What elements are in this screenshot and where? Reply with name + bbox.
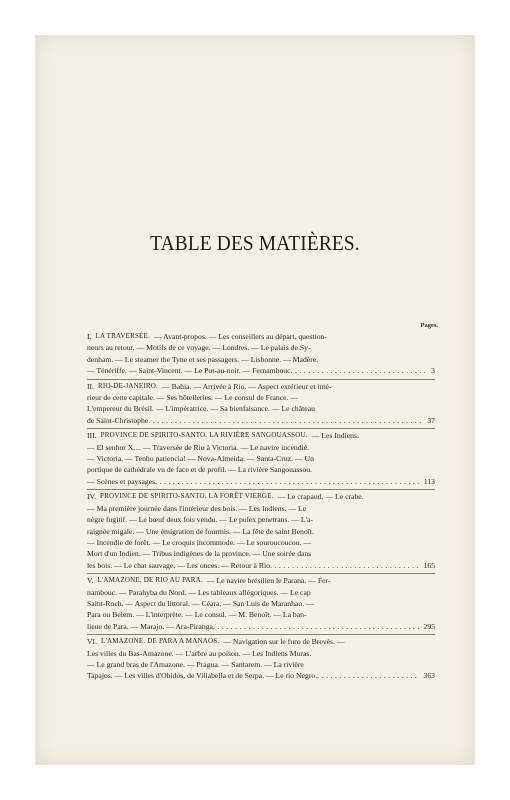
toc-line [87, 514, 435, 525]
toc-line [87, 381, 435, 392]
toc-line [87, 560, 435, 571]
toc-line-text: — Bahia. — Arrivée à Rio. — Aspect extérieur et inté- [162, 381, 332, 391]
toc-line [87, 415, 435, 426]
toc-line-text: rieur de cette capitale. — Ses hôtelleries. — Le consul de France. — [87, 393, 299, 403]
toc-line-text: Saint-Roch. — Aspect du littoral. — Céara. — San Luis de Maranhao. — [87, 598, 314, 608]
toc-entry [87, 429, 435, 490]
dot-leader [155, 476, 421, 487]
page-number: 165 [423, 560, 435, 570]
toc-line [87, 621, 435, 632]
toc-line [87, 365, 435, 376]
toc-line [87, 392, 435, 403]
toc-line [87, 587, 435, 598]
toc-line [87, 548, 435, 559]
toc-line [87, 442, 435, 453]
toc-line [87, 464, 435, 475]
chapter-heading: L'AMAZONE. DE RIO AU PARA. [97, 576, 203, 585]
chapter-numeral: VI. [87, 637, 98, 647]
dot-leader [213, 621, 421, 632]
toc-line-text: Mort d'un Indien. — Tribus indigènes de la province. — Une soirée dans [87, 549, 312, 559]
chapter-heading: L'AMAZONE. DE PARA A MANAOS. [101, 637, 220, 646]
toc-line [87, 537, 435, 548]
toc-line-text: L'empereur du Brésil. — L'impératrice. — Sa bienfaisance. — Le château [87, 404, 315, 414]
chapter-numeral: III. [87, 431, 97, 441]
toc-line [87, 354, 435, 365]
toc-line-text: — Navigation sur le furo de Brevès. — [223, 637, 345, 647]
toc-line-text: Les villes du Bas-Amazone. — L'arbre au poison. — Les Indiens Muras. [87, 648, 312, 658]
toc-line-text: — Incendie de forêt. — Le croquis incommode. — Le souroucoucou. — [87, 537, 312, 547]
toc-line [87, 476, 435, 487]
toc-line-text: — Le grand bras de l'Amazone. — Pragua. — Santarem. — La rivière [87, 659, 304, 669]
toc-line [87, 575, 435, 586]
toc-line-text: — Ténériffe. — Saint-Vincent. — Le Pot-au-noir. — Fernambouc [87, 366, 291, 376]
page-number: 113 [423, 476, 435, 486]
toc-line [87, 503, 435, 514]
book-page [35, 35, 475, 765]
table-of-contents [87, 330, 435, 684]
chapter-heading: PROVINCE DE SPIRITO-SANTO. LA RIVIÈRE SANGOUASSOU. [100, 431, 308, 440]
toc-line [87, 636, 435, 647]
chapter-numeral: II. [87, 381, 95, 391]
toc-line-text: — Scènes et paysages [87, 476, 156, 486]
toc-line [87, 430, 435, 441]
dot-leader [317, 670, 420, 681]
toc-line [87, 670, 435, 681]
toc-line [87, 609, 435, 620]
toc-line [87, 526, 435, 537]
page-number: 3 [431, 366, 435, 376]
page-number: 295 [423, 621, 435, 631]
toc-line [87, 491, 435, 502]
toc-line-text: nègre fugitif. — Le bœuf deux fois vendu. — Le pulex penetrans. — L'a- [87, 515, 313, 525]
toc-line-text: — Avant-propos. — Les conseillers au départ, question- [153, 332, 327, 341]
dot-leader [291, 365, 429, 376]
toc-line-text: Para ou Belem. — L'interprète. — Le consul. — M. Benoît. — La ban- [87, 610, 307, 620]
toc-line-text: — Ma première journée dans l'intérieur des bois. — Les Indiens. — Le [87, 503, 307, 513]
toc-line-text: — Le crapaud. — Le crabe. [277, 492, 364, 502]
toc-entry [87, 330, 435, 380]
pages-column-label: Pages. [420, 322, 438, 329]
toc-line-text: nambouc. — Parahyba du Nord. — Les tableaux allégoriques. — Le cap [87, 587, 311, 597]
toc-line-text: — Victoria. — Tenho patiencia! — Nova-Almeida. — Santa-Cruz. — Un [87, 454, 314, 464]
page-title: TABLE DES MATIÈRES. [150, 231, 360, 255]
toc-line [87, 598, 435, 609]
chapter-heading: PROVINCE DE SPIRITO-SANTO. LA FORÊT VIERGE. [100, 492, 274, 501]
toc-line-text: — El senhor X.... — Traversée de Rio à Victoria. — Le navire incendié. [87, 442, 310, 452]
toc-line [87, 648, 435, 659]
toc-line-text: denham. — Le steamer the Tyne et ses passagers. — Lisbonne. — Madère. [87, 354, 319, 364]
toc-line-text: de Saint-Christophe [87, 415, 149, 425]
page-number: 37 [427, 415, 435, 425]
chapter-numeral: IV. [87, 492, 97, 502]
chapter-numeral: V. [87, 576, 94, 586]
dot-leader [270, 560, 421, 571]
toc-line [87, 342, 435, 353]
toc-line-text: Tapajos. — Les villes d'Obidos, de Villabella et de Serpa. — Le rio Negro. [87, 671, 318, 681]
toc-entry [87, 380, 435, 430]
toc-line-text: lieue de Para. — Marajo. — Ara-Piranga [87, 621, 213, 631]
toc-entry [87, 635, 435, 684]
toc-entry [87, 574, 435, 635]
toc-line [87, 453, 435, 464]
toc-line-text: raignée migale. — Une émigration de fourmis. — La fête de saint Benoît. [87, 526, 314, 536]
chapter-numeral: I. [87, 332, 92, 341]
toc-line-text: — Les Indiens. [311, 431, 359, 441]
toc-line [87, 403, 435, 414]
toc-line-text: — Le navire brésilien le Parana. — Fer- [206, 576, 331, 586]
chapter-heading: RIO-DE-JANEIRO. [98, 381, 159, 390]
toc-line [87, 659, 435, 670]
toc-line-text: neurs au retour. — Motifs de ce voyage. — Londres. — Le palais de Sy- [87, 343, 311, 353]
toc-entry [87, 490, 435, 574]
page-number: 363 [423, 671, 435, 681]
dot-leader [148, 415, 424, 426]
toc-line [87, 331, 435, 342]
toc-line-text: les bois. — Le chat sauvage. — Les onces. — Retour à Rio [87, 560, 270, 570]
chapter-heading: LA TRAVERSÉE. [95, 332, 150, 340]
toc-line-text: portique de cathédrale vu de face et de profil. — La rivière Sangouassou. [87, 465, 312, 475]
